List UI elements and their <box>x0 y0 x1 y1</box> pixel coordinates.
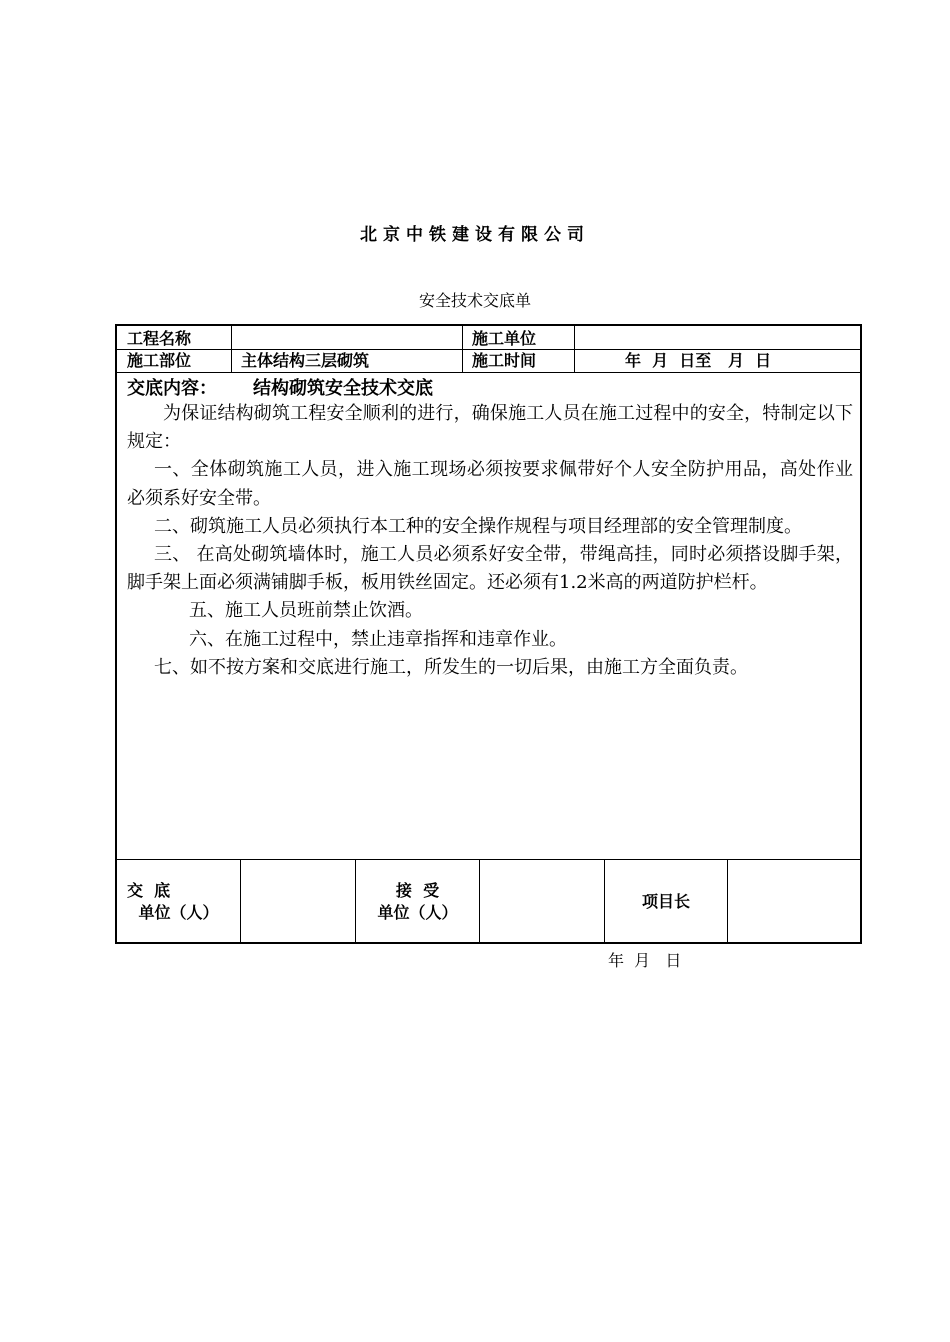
column-divider <box>574 326 575 372</box>
location-label: 施工部位 <box>127 351 192 370</box>
project-manager-signature-field[interactable] <box>728 886 860 908</box>
company-name: 北京中铁建设有限公司 <box>360 225 590 245</box>
rule-2: 二、砌筑施工人员必须执行本工种的安全操作规程与项目经理部的安全管理制度。 <box>154 515 802 537</box>
rule-1: 一、全体砌筑施工人员，进入施工现场必须按要求佩带好个人安全防护用品，高处作业必须系好安全带。 <box>127 459 853 509</box>
project-manager-label: 项目长 <box>641 892 690 911</box>
project-name-field[interactable] <box>241 329 451 349</box>
project-name-label: 工程名称 <box>127 329 192 348</box>
row-divider <box>117 372 860 373</box>
receiver-label-line2: 单位（人） <box>377 903 458 922</box>
construction-unit-label: 施工单位 <box>472 329 537 348</box>
construction-unit-field[interactable] <box>584 329 854 349</box>
rule-3: 三、 在高处砌筑墙体时，施工人员必须系好安全带，带绳高挂，同时必须搭设脚手架，脚手架上面必须满铺脚手板，板用铁丝固定。还必须有1.2米高的两道防护栏杆。 <box>127 544 853 594</box>
time-label: 施工时间 <box>472 351 537 370</box>
content-body <box>127 400 853 682</box>
row-divider <box>117 349 860 350</box>
document-title: 安全技术交底单 <box>418 291 531 310</box>
content-heading <box>127 374 433 400</box>
handover-form-table <box>115 324 862 944</box>
row-divider <box>117 859 860 860</box>
content-subject: 结构砌筑安全技术交底 <box>253 378 433 399</box>
handover-unit-label <box>117 880 240 924</box>
rule-5: 五、施工人员班前禁止饮酒。 <box>189 600 423 622</box>
handover-signature-field[interactable] <box>241 886 355 908</box>
intro-paragraph: 为保证结构砌筑工程安全顺利的进行，确保施工人员在施工过程中的安全，特制定以下规定： <box>127 403 853 453</box>
handover-label-line2: 单位（人） <box>138 903 219 922</box>
content-label: 交底内容： <box>127 378 217 399</box>
column-divider <box>231 326 232 372</box>
handover-label-line1: 交 底 <box>127 881 171 900</box>
receiver-unit-label <box>356 880 479 924</box>
sign-date: 年 月 日 <box>608 951 682 970</box>
rule-7: 七、如不按方案和交底进行施工，所发生的一切后果，由施工方全面负责。 <box>154 656 748 678</box>
location-value: 主体结构三层砌筑 <box>241 351 370 370</box>
column-divider <box>462 326 463 372</box>
receiver-signature-field[interactable] <box>480 886 604 908</box>
rule-6: 六、在施工过程中，禁止违章指挥和违章作业。 <box>189 628 567 650</box>
time-value: 年 月 日至 月 日 <box>625 351 772 370</box>
receiver-label-line1: 接 受 <box>395 881 440 900</box>
